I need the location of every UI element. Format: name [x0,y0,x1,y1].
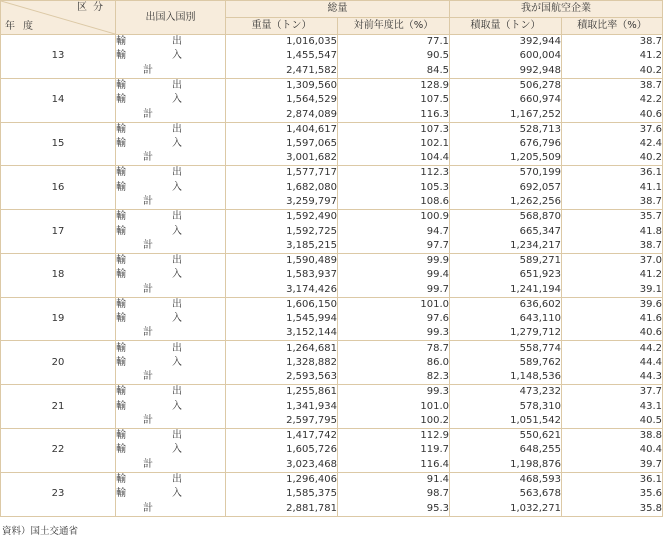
weight-cell: 1,577,717 [226,166,338,181]
direction-header: 出国入国別 [116,1,226,35]
weight-cell: 2,874,089 [226,107,338,122]
table-row [1,297,663,312]
import-label: 輸 [116,137,126,149]
table-row [1,385,663,400]
yoy-cell: 128.9 [338,78,450,93]
direction-cell [116,326,226,341]
table-row [1,122,663,137]
share-cell: 40.2 [562,64,663,79]
share-cell: 35.8 [562,502,663,517]
share-cell: 35.7 [562,210,663,225]
import-label: 入 [172,488,182,500]
year-cell: 14 [1,78,116,122]
weight-cell: 1,583,937 [226,268,338,283]
share-cell: 38.7 [562,35,663,50]
import-label: 輸 [116,313,126,325]
total-label: 計 [143,414,153,426]
direction-cell [116,122,226,137]
loaded-cell: 992,948 [450,64,562,79]
corner-header [1,1,116,35]
loaded-cell: 528,713 [450,122,562,137]
yoy-cell: 100.2 [338,414,450,429]
year-cell: 15 [1,122,116,166]
import-label: 輸 [116,50,126,62]
direction-cell [116,210,226,225]
direction-cell [116,414,226,429]
total-group-header: 総量 [226,1,450,18]
year-cell: 20 [1,341,116,385]
weight-cell: 1,309,560 [226,78,338,93]
yoy-cell: 84.5 [338,64,450,79]
loaded-cell: 589,762 [450,356,562,371]
direction-cell [116,399,226,414]
direction-cell [116,49,226,64]
export-label: 輸 [116,167,126,179]
direction-cell [116,443,226,458]
share-cell: 43.1 [562,399,663,414]
weight-cell: 1,545,994 [226,312,338,327]
import-label: 輸 [116,181,126,193]
direction-cell [116,166,226,181]
weight-cell: 1,417,742 [226,429,338,444]
total-label: 計 [143,283,153,295]
weight-cell: 1,590,489 [226,253,338,268]
loaded-cell: 692,057 [450,180,562,195]
import-label: 輸 [116,269,126,281]
share-cell: 37.0 [562,253,663,268]
yoy-cell: 86.0 [338,356,450,371]
import-label: 輸 [116,356,126,368]
import-label: 輸 [116,444,126,456]
yoy-cell: 99.3 [338,385,450,400]
export-label: 輸 [116,473,126,485]
share-cell: 41.1 [562,180,663,195]
yoy-cell: 95.3 [338,502,450,517]
yoy-cell: 101.0 [338,399,450,414]
weight-cell: 1,016,035 [226,35,338,50]
loaded-cell: 1,234,217 [450,239,562,254]
yoy-cell: 100.9 [338,210,450,225]
share-cell: 39.1 [562,283,663,298]
table-row [1,210,663,225]
direction-cell [116,458,226,473]
loaded-cell: 643,110 [450,312,562,327]
export-label: 出 [172,473,182,485]
direction-cell [116,137,226,152]
share-cell: 38.7 [562,239,663,254]
import-label: 輸 [116,225,126,237]
direction-cell [116,312,226,327]
yoy-cell: 97.6 [338,312,450,327]
yoy-cell: 98.7 [338,487,450,502]
direction-cell [116,487,226,502]
weight-cell: 3,152,144 [226,326,338,341]
export-label: 出 [172,298,182,310]
direction-cell [116,268,226,283]
import-label: 入 [172,94,182,106]
loaded-cell: 506,278 [450,78,562,93]
direction-cell [116,107,226,122]
loaded-cell: 636,602 [450,297,562,312]
total-label: 計 [143,152,153,164]
weight-cell: 3,259,797 [226,195,338,210]
share-cell: 38.7 [562,78,663,93]
yoy-cell: 99.4 [338,268,450,283]
weight-cell: 1,605,726 [226,443,338,458]
share-cell: 40.5 [562,414,663,429]
loaded-cell: 1,167,252 [450,107,562,122]
yoy-cell: 78.7 [338,341,450,356]
weight-cell: 1,455,547 [226,49,338,64]
share-cell: 38.7 [562,195,663,210]
export-label: 輸 [116,36,126,48]
direction-cell [116,283,226,298]
yoy-cell: 77.1 [338,35,450,50]
share-cell: 44.2 [562,341,663,356]
direction-cell [116,195,226,210]
loaded-cell: 1,032,271 [450,502,562,517]
yoy-cell: 105.3 [338,180,450,195]
import-label: 入 [172,400,182,412]
direction-cell [116,297,226,312]
import-label: 入 [172,356,182,368]
loaded-cell: 558,774 [450,341,562,356]
direction-cell [116,35,226,50]
weight-cell: 1,592,725 [226,224,338,239]
import-label: 輸 [116,400,126,412]
import-label: 入 [172,181,182,193]
share-cell: 41.2 [562,268,663,283]
yoy-cell: 116.3 [338,107,450,122]
yoy-cell: 99.3 [338,326,450,341]
export-label: 出 [172,254,182,266]
weight-cell: 1,682,080 [226,180,338,195]
direction-cell [116,239,226,254]
table-row [1,35,663,50]
weight-cell: 2,881,781 [226,502,338,517]
yoy-cell: 108.6 [338,195,450,210]
share-cell: 44.3 [562,370,663,385]
loaded-cell: 550,621 [450,429,562,444]
loaded-cell: 392,944 [450,35,562,50]
yoy-cell: 82.3 [338,370,450,385]
loaded-cell: 1,051,542 [450,414,562,429]
loaded-cell: 660,974 [450,93,562,108]
direction-cell [116,370,226,385]
direction-cell [116,253,226,268]
direction-cell [116,356,226,371]
share-cell: 36.1 [562,166,663,181]
yoy-cell: 112.3 [338,166,450,181]
loaded-cell: 589,271 [450,253,562,268]
export-label: 出 [172,386,182,398]
share-cell: 40.4 [562,443,663,458]
direction-cell [116,78,226,93]
total-label: 計 [143,458,153,470]
total-label: 計 [143,64,153,76]
weight-cell: 2,597,795 [226,414,338,429]
share-cell: 41.2 [562,49,663,64]
share-cell: 42.2 [562,93,663,108]
loaded-header: 積取量（トン） [450,18,562,35]
weight-cell: 1,606,150 [226,297,338,312]
source-note: 資料）国土交通省 [2,526,79,537]
year-cell: 18 [1,253,116,297]
year-cell: 17 [1,210,116,254]
share-cell: 37.7 [562,385,663,400]
share-cell: 42.4 [562,137,663,152]
yoy-cell: 90.5 [338,49,450,64]
share-cell: 40.6 [562,326,663,341]
export-label: 出 [172,342,182,354]
loaded-cell: 1,241,194 [450,283,562,298]
loaded-cell: 676,796 [450,137,562,152]
direction-cell [116,472,226,487]
year-cell: 21 [1,385,116,429]
import-label: 入 [172,444,182,456]
share-cell: 41.6 [562,312,663,327]
direction-cell [116,385,226,400]
weight-cell: 1,328,882 [226,356,338,371]
loaded-cell: 1,205,509 [450,151,562,166]
yoy-cell: 119.7 [338,443,450,458]
share-cell: 37.6 [562,122,663,137]
import-label: 入 [172,313,182,325]
share-cell: 39.7 [562,458,663,473]
weight-cell: 2,471,582 [226,64,338,79]
corner-label-year: 年度 [5,21,41,32]
total-label: 計 [143,239,153,251]
export-label: 輸 [116,79,126,91]
loaded-cell: 651,923 [450,268,562,283]
import-label: 輸 [116,94,126,106]
yoy-cell: 91.4 [338,472,450,487]
year-cell: 16 [1,166,116,210]
import-label: 入 [172,269,182,281]
yoy-cell: 99.9 [338,253,450,268]
export-label: 出 [172,79,182,91]
export-label: 輸 [116,298,126,310]
share-cell: 38.8 [562,429,663,444]
export-label: 出 [172,123,182,135]
export-label: 出 [172,167,182,179]
yoy-header: 対前年度比（%） [338,18,450,35]
year-cell: 13 [1,35,116,79]
yoy-cell: 107.5 [338,93,450,108]
total-label: 計 [143,327,153,339]
share-cell: 35.6 [562,487,663,502]
loaded-cell: 648,255 [450,443,562,458]
weight-cell: 1,264,681 [226,341,338,356]
total-label: 計 [143,502,153,514]
weight-cell: 1,296,406 [226,472,338,487]
export-label: 出 [172,36,182,48]
loaded-cell: 1,198,876 [450,458,562,473]
direction-cell [116,224,226,239]
direction-cell [116,151,226,166]
weight-cell: 1,564,529 [226,93,338,108]
export-label: 輸 [116,211,126,223]
export-label: 出 [172,211,182,223]
loaded-cell: 1,148,536 [450,370,562,385]
direction-cell [116,341,226,356]
export-label: 輸 [116,342,126,354]
share-cell: 40.6 [562,107,663,122]
export-label: 輸 [116,123,126,135]
yoy-cell: 112.9 [338,429,450,444]
loaded-cell: 473,232 [450,385,562,400]
share-cell: 44.4 [562,356,663,371]
table-row [1,429,663,444]
loaded-cell: 563,678 [450,487,562,502]
import-label: 入 [172,137,182,149]
import-label: 入 [172,225,182,237]
yoy-cell: 107.3 [338,122,450,137]
year-cell: 23 [1,472,116,516]
weight-cell: 1,585,375 [226,487,338,502]
weight-cell: 2,593,563 [226,370,338,385]
direction-cell [116,93,226,108]
table-row [1,78,663,93]
share-header: 積取比率（%） [562,18,663,35]
import-label: 入 [172,50,182,62]
weight-cell: 1,597,065 [226,137,338,152]
year-cell: 22 [1,429,116,473]
corner-label-category: 区分 [77,2,109,13]
share-cell: 39.6 [562,297,663,312]
table-row [1,472,663,487]
yoy-cell: 97.7 [338,239,450,254]
yoy-cell: 102.1 [338,137,450,152]
direction-cell [116,64,226,79]
total-label: 計 [143,196,153,208]
weight-header: 重量（トン） [226,18,338,35]
yoy-cell: 94.7 [338,224,450,239]
direction-cell [116,502,226,517]
table-row [1,341,663,356]
weight-cell: 1,341,934 [226,399,338,414]
weight-cell: 3,023,468 [226,458,338,473]
yoy-cell: 116.4 [338,458,450,473]
export-label: 輸 [116,430,126,442]
direction-cell [116,429,226,444]
year-cell: 19 [1,297,116,341]
share-cell: 40.2 [562,151,663,166]
export-label: 輸 [116,386,126,398]
yoy-cell: 101.0 [338,297,450,312]
table-row [1,253,663,268]
share-cell: 36.1 [562,472,663,487]
weight-cell: 3,001,682 [226,151,338,166]
loaded-cell: 568,870 [450,210,562,225]
export-label: 出 [172,430,182,442]
weight-cell: 3,174,426 [226,283,338,298]
weight-cell: 3,185,215 [226,239,338,254]
loaded-cell: 468,593 [450,472,562,487]
weight-cell: 1,255,861 [226,385,338,400]
loaded-cell: 1,262,256 [450,195,562,210]
loaded-cell: 578,310 [450,399,562,414]
import-label: 輸 [116,488,126,500]
table-body [1,35,663,517]
loaded-cell: 665,347 [450,224,562,239]
yoy-cell: 104.4 [338,151,450,166]
direction-cell [116,180,226,195]
jp-carrier-group-header: 我が国航空企業 [450,1,663,18]
loaded-cell: 1,279,712 [450,326,562,341]
share-cell: 41.8 [562,224,663,239]
weight-cell: 1,592,490 [226,210,338,225]
total-label: 計 [143,108,153,120]
total-label: 計 [143,371,153,383]
weight-cell: 1,404,617 [226,122,338,137]
yoy-cell: 99.7 [338,283,450,298]
table-row [1,166,663,181]
export-label: 輸 [116,254,126,266]
loaded-cell: 600,004 [450,49,562,64]
loaded-cell: 570,199 [450,166,562,181]
